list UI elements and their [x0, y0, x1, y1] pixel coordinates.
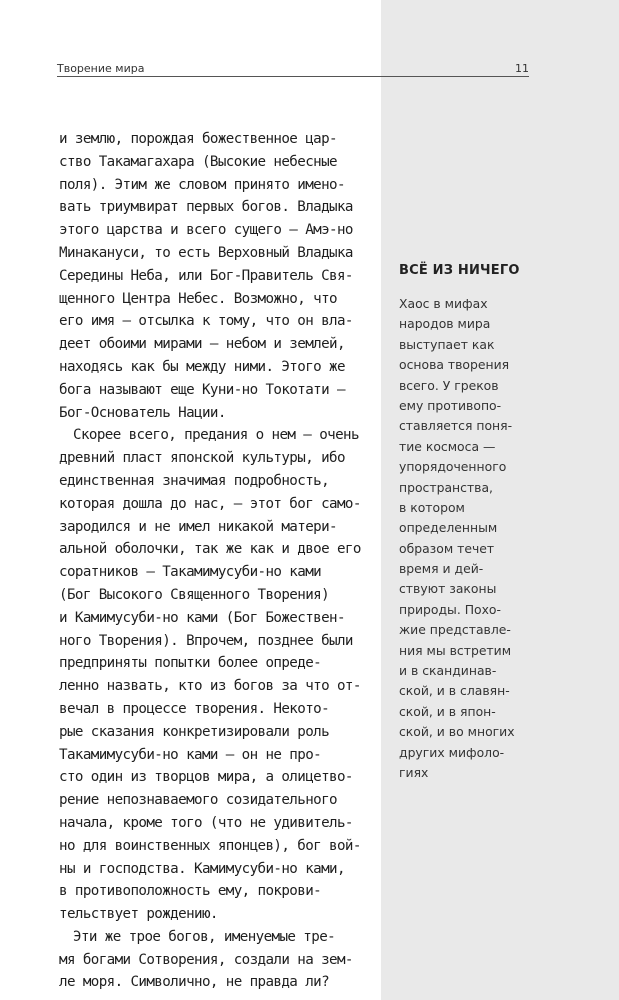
text-line: рение непознаваемого созидательного [59, 792, 337, 809]
note-line: упорядоченного [399, 459, 507, 475]
text-line: деет обоими мирами — небом и землей, [59, 336, 345, 353]
text-line: единственная значимая подробность, [59, 472, 330, 489]
note-line: время и дей- [399, 561, 484, 577]
note-line: и в скандинав- [399, 663, 497, 679]
text-line: в противоположность ему, покрови- [59, 883, 322, 900]
note-line: в котором [399, 499, 465, 515]
text-line: мя богами Сотворения, создали на зем- [59, 951, 353, 968]
text-line: альной оболочки, так же как и двое его [59, 541, 361, 558]
text-line: вечал в процессе творения. Некото- [59, 700, 330, 717]
header-rule [57, 76, 529, 77]
note-line: определенным [399, 520, 498, 536]
text-line: ство Такамагахара (Высокие небесные [59, 153, 337, 170]
text-line: бога называют еще Куни-но Токотати — [59, 381, 345, 398]
note-line: образом течет [399, 540, 495, 556]
sidebar-heading: ВСЁ ИЗ НИЧЕГО [399, 263, 520, 278]
note-line: тие космоса — [399, 438, 496, 454]
text-line: щенного Центра Небес. Возможно, что [59, 290, 337, 307]
text-line: сто один из творцов мира, а олицетво- [59, 769, 353, 786]
text-line: этого царства и всего сущего — Амэ-но [59, 222, 353, 239]
text-line: рые сказания конкретизировали роль [59, 723, 330, 740]
note-line: ния мы встретим [399, 642, 512, 658]
page-number: 11 [515, 62, 529, 75]
main-body-text [59, 128, 367, 994]
text-line: ле моря. Символично, не правда ли? [59, 974, 330, 991]
running-title: Творение мира [57, 62, 145, 75]
text-line: и землю, порождая божественное цар- [59, 131, 337, 147]
text-line: вать триумвират первых богов. Владыка [59, 199, 353, 216]
note-line: выступает как [399, 336, 495, 352]
note-line: ской, и в славян- [399, 683, 510, 699]
text-line: Бог-Основатель Нации. [59, 404, 226, 421]
text-line: его имя — отсылка к тому, что он вла- [59, 313, 353, 330]
text-line: древний пласт японской культуры, ибо [59, 450, 345, 467]
note-line: ставляется поня- [399, 418, 513, 434]
note-line: народов мира [399, 316, 491, 332]
text-line: (Бог Высокого Священного Творения) [59, 586, 330, 603]
note-line: ской, и во многих [399, 724, 515, 740]
note-line: природы. Похо- [399, 601, 501, 617]
text-line: поля). Этим же словом принято имено- [59, 176, 345, 193]
note-line: других мифоло- [399, 744, 505, 760]
note-line: всего. У греков [399, 377, 499, 393]
note-line: Хаос в мифах [399, 296, 488, 311]
text-line: находясь как бы между ними. Этого же [59, 358, 345, 375]
text-line: ленно назвать, кто из богов за что от- [59, 678, 361, 695]
text-line: и Камимусуби-но ками (Бог Божествен- [59, 609, 345, 626]
note-line: пространства, [399, 479, 494, 495]
note-line: ской, и в япон- [399, 703, 496, 719]
text-line: тельствует рождению. [59, 906, 218, 923]
text-line: но для воинственных японцев), бог вой- [59, 837, 361, 854]
note-line: основа творения [399, 357, 510, 373]
text-line: предприняты попытки более опреде- [59, 655, 322, 672]
text-line: ного Творения). Впрочем, позднее были [59, 632, 353, 649]
text-line: Середины Неба, или Бог-Правитель Свя- [59, 267, 353, 284]
text-line: Скорее всего, предания о нем — очень [73, 427, 359, 444]
text-line: Такамимусуби-но ками — он не про- [59, 746, 322, 763]
text-line: которая дошла до нас, — этот бог само- [59, 495, 361, 512]
text-line: соратников — Такамимусуби-но ками [59, 564, 322, 581]
note-line: ему противопо- [399, 397, 502, 413]
sidebar-note-text [399, 294, 604, 783]
text-line: ны и господства. Камимусуби-но ками, [59, 860, 345, 877]
note-line: ствуют законы [399, 581, 497, 597]
note-line: жие представле- [399, 622, 511, 638]
text-line: Минакануси, то есть Верховный Владыка [59, 244, 353, 261]
text-line: начала, кроме того (что не удивитель- [59, 814, 353, 831]
text-line: зародился и не имел никакой матери- [59, 518, 337, 535]
note-line: гиях [399, 764, 429, 780]
text-line: Эти же трое богов, именуемые тре- [73, 928, 336, 945]
